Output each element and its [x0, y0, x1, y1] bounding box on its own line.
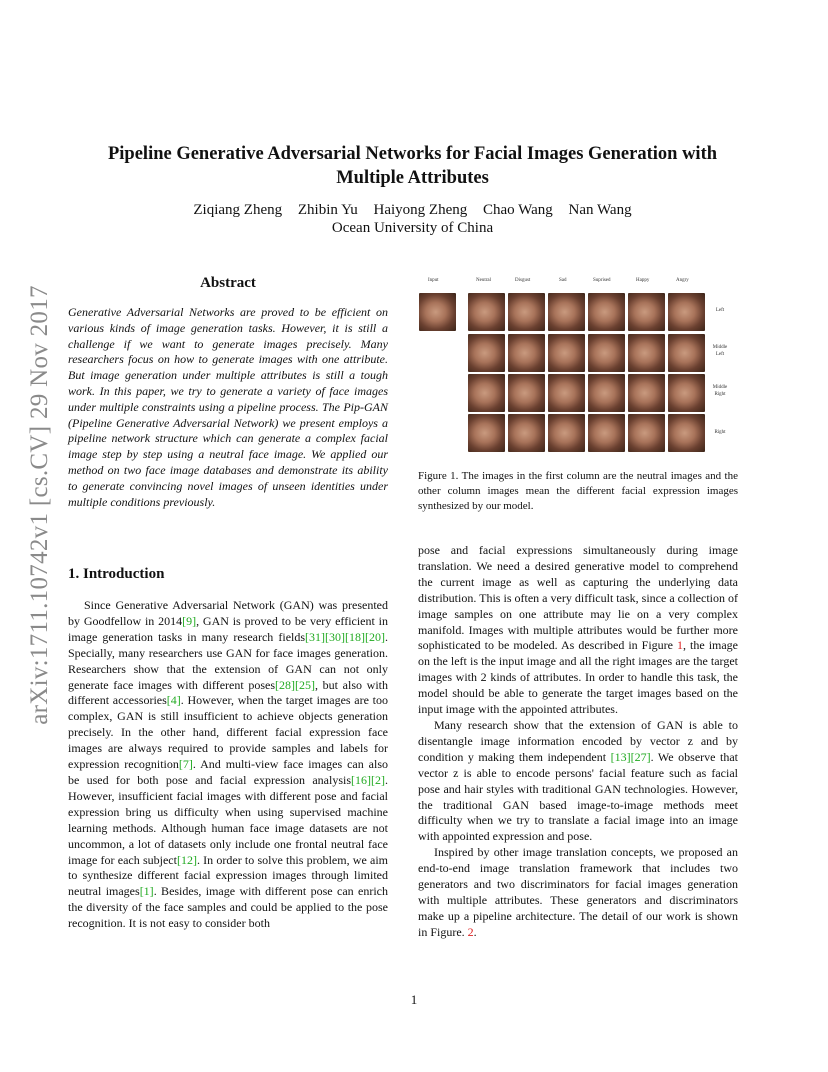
citation-link[interactable]: [31][30][18][20] [305, 629, 385, 644]
text-run: . However, when the target images are too complex, GAN is still insufficient to achieve objects generation precisely. In the other hand, different facial expression face images are always required to provide samples and labels for expression recognition [68, 693, 388, 772]
face-image [548, 334, 585, 372]
text-run: . However, insufficient facial images with different pose and facial expression bring us difficulty when using supervised machine learning methods. Although human face image datasets are not uncommon, a lot of datasets only include one frontal neutral face image for each subject [68, 772, 388, 867]
face-image [588, 293, 625, 331]
face-image [628, 414, 665, 452]
text-run: . Besides, image with different pose can enrich the diversity of the face samples and could be applied to the pose recognition. It is not easy to consider both [68, 884, 388, 931]
paragraph [418, 718, 738, 845]
row-label: Middle Right [712, 385, 728, 397]
face-image [588, 414, 625, 452]
text-run: . And multi-view face images can also be used for both pose and facial expression analysis [68, 757, 388, 787]
citation-link[interactable]: [4] [166, 693, 181, 708]
face-image [668, 293, 705, 331]
column-header: Input [428, 278, 439, 283]
face-image [548, 414, 585, 452]
author: Zhibin Yu [297, 202, 358, 218]
face-image [508, 414, 545, 452]
column-header: Angry [676, 278, 689, 283]
citation-link[interactable]: [16][2] [351, 772, 385, 787]
arxiv-stamp [20, 270, 60, 740]
citation-link[interactable]: [1] [139, 884, 154, 899]
citation-link[interactable]: [12] [176, 852, 197, 867]
author: Haiyong Zheng [373, 202, 468, 218]
intro-paragraph-1 [68, 598, 388, 932]
paper-title [60, 142, 765, 190]
column-header: Sad [559, 278, 567, 283]
face-image [588, 374, 625, 412]
abstract-text: Generative Adversarial Networks are proved to be efficient on various kinds of image generation tasks. However, it is still a challenge if we want to generate images precisely. Many researchers focus on how to generate images with one attribute. But image generation under multiple attributes is still a tough work. In this paper, we try to generate a variety of face images under multiple constraints using a pipeline process. The Pip-GAN (Pipeline Generative Adversarial Network) we present employs a pipeline network structure which can generate a complex facial image step by step using a neutral face image. We applied our method on two face image databases and demonstrate its ability to generate convincing novel images of unseen identities under multiple conditions previously. [68, 305, 388, 509]
face-image [628, 293, 665, 331]
page-number: 1 [410, 992, 418, 1007]
face-image [508, 334, 545, 372]
author-list [60, 201, 765, 220]
figure-1 [418, 278, 738, 450]
text-run: . [473, 924, 477, 939]
face-image [468, 414, 505, 452]
title-line-1: Pipeline Generative Adversarial Networks for Facial Images Generation with [107, 144, 718, 164]
author: Ziqiang Zheng [193, 202, 283, 218]
author: Nan Wang [568, 202, 632, 218]
text-run: Inspired by other image translation concepts, we proposed an end-to-end image translation framework that includes two generators and two discriminators for facial images generation with multiple attributes. These generators and discriminators make up a pipeline architecture. The detail of our work is shown in Figure. [418, 845, 738, 939]
face-image [548, 374, 585, 412]
face-image [468, 374, 505, 412]
face-image [468, 293, 505, 331]
face-image [668, 334, 705, 372]
face-image [548, 293, 585, 331]
row-label: Right [714, 430, 726, 435]
row-label: Left [715, 308, 725, 313]
text-run: , but also with different accessories [68, 677, 388, 708]
face-image [468, 334, 505, 372]
text-run: . In order to solve this problem, we aim to synthesize different facial expression images through limited neutral images [68, 852, 389, 899]
paragraph-continued [418, 543, 738, 718]
text-run: Since Generative Adversarial Network (GAN) was presented by Goodfellow in 2014 [68, 598, 388, 628]
face-image [588, 334, 625, 372]
column-header: Neutral [476, 278, 491, 283]
citation-link[interactable]: [13][27] [610, 749, 651, 764]
paragraph [418, 845, 738, 940]
face-image [628, 334, 665, 372]
title-line-2: Multiple Attributes [336, 168, 489, 188]
face-image [508, 374, 545, 412]
figure-ref-link[interactable]: 1 [677, 638, 684, 653]
text-run: . We observe that vector z is able to encode persons' facial feature such as facial pose and hair styles with traditional GAN technologies. However, the traditional GAN based image-to-image methods meet difficulty when we try to translate a facial image into an image with appointed expression and pose. [418, 749, 738, 844]
author: Chao Wang [482, 202, 553, 218]
text-run: Many research show that the extension of GAN is able to disentangle image information encoded by vector z and by condition y making them independent [418, 717, 738, 764]
column-header: Happy [636, 278, 650, 283]
right-column-body [418, 543, 738, 941]
text-run: , GAN is proved to be very efficient in image generation tasks in many research fields [68, 613, 388, 644]
arxiv-stamp-text: arXiv:1711.10742v1 [cs.CV] 29 Nov 2017 [26, 285, 53, 725]
citation-link[interactable]: [28][25] [275, 677, 315, 692]
affiliation: Ocean University of China [331, 220, 494, 236]
text-run: pose and facial expressions simultaneously during image translation. We need a desired generative model to comprehend the current image as well as capturing the underlying data distribution. This is often a very difficult task, since a collection of image samples on one attribute may lie on a very complex manifold. Images with multiple attributes would be further more sophisticated to be modeled. As described in Figure [418, 543, 738, 653]
text-run: , the image on the left is the input image and all the right images are the target images with 2 kinds of attributes. In order to handle this task, the model should be able to generate the target images based on the input image with the appointed attributes. [418, 638, 739, 717]
abstract-heading: Abstract [200, 275, 256, 291]
citation-link[interactable]: [9] [182, 613, 197, 628]
left-column-body [68, 598, 388, 932]
intro-heading: 1. Introduction [68, 566, 165, 582]
column-header: Suprised [593, 278, 611, 283]
figure-ref-link[interactable]: 2 [467, 924, 474, 939]
face-image [508, 293, 545, 331]
text-run: . Specially, many researchers use GAN for face images generation. Researchers show that the extension of GAN can not only generate face images with different poses [68, 629, 388, 692]
input-face-image [419, 293, 456, 331]
face-image [628, 374, 665, 412]
row-label: Middle Left [712, 345, 728, 357]
column-header: Disgust [515, 278, 531, 283]
figure-1-caption: Figure 1. The images in the first column are the neutral images and the other column images mean the different facial expression images synthesized by our model. [418, 470, 738, 512]
face-image [668, 374, 705, 412]
face-image [668, 414, 705, 452]
citation-link[interactable]: [7] [178, 757, 193, 772]
